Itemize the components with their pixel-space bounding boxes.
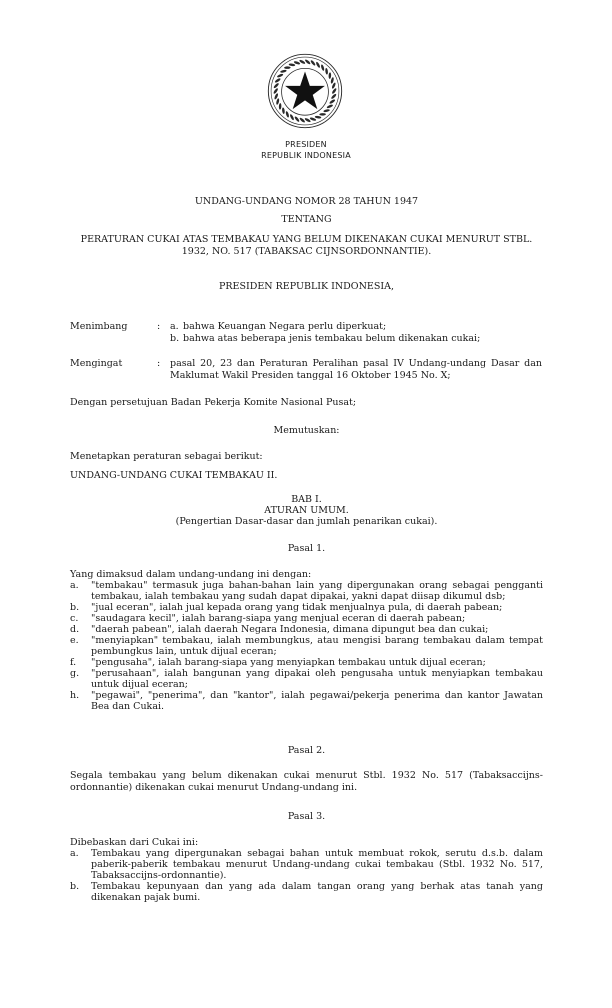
tentang: TENTANG	[281, 214, 332, 225]
list-item: e. "menyiapkan" tembakau, ialah membungkus, atau mengisi barang tembakau dalam tempat pembungkus lain, untuk dijual eceran;	[70, 635, 543, 657]
header-presiden: PRESIDEN	[285, 140, 327, 149]
subject-line-2: 1932, NO. 517 (TABAKSAC CIJNSORDONNANTIE).	[181, 246, 432, 257]
uu-name: UNDANG-UNDANG CUKAI TEMBAKAU II.	[70, 470, 278, 481]
garuda-star-emblem-icon	[266, 52, 344, 130]
list-item: a. Tembakau yang dipergunakan sebagai bahan untuk membuat rokok, serutu d.s.b. dalam paberik-paberik tembakau menurut Undang-undang cukai tembakau (Stbl. 1932 No. 517, Tabaksaccijns-ordonnantie).	[70, 848, 543, 881]
wreath-leaf	[294, 116, 300, 123]
wreath-leaf	[310, 60, 316, 67]
menimbang-label: Menimbang	[70, 321, 128, 332]
pasal-1-intro: Yang dimaksud dalam undang-undang ini dengan:	[70, 569, 312, 580]
memutuskan: Memutuskan:	[273, 425, 340, 436]
list-item: b. Tembakau kepunyaan dan yang ada dalam tangan orang yang berhak atas tanah yang dikenakan pajak bumi.	[70, 881, 543, 903]
list-item: d. "daerah pabean", ialah daerah Negara Indonesia, dimana dipungut bea dan cukai;	[70, 624, 489, 635]
list-item: c. "saudagara kecil", ialah barang-siapa yang menjual eceran di daerah pabean;	[70, 613, 466, 624]
pasal-3-body	[70, 837, 543, 903]
menimbang-list	[170, 321, 542, 344]
mengingat-colon: :	[157, 358, 161, 369]
wreath-leaf	[282, 107, 285, 114]
wreath-leaf	[326, 104, 333, 109]
president-heading: PRESIDEN REPUBLIK INDONESIA,	[219, 281, 394, 292]
wreath-leaf	[320, 64, 324, 71]
wreath-leaf	[319, 113, 326, 116]
mengingat-label: Mengingat	[70, 358, 123, 369]
pasal-3-heading: Pasal 3.	[287, 811, 326, 822]
wreath-leaf	[273, 82, 279, 88]
wreath-leaf	[315, 61, 320, 68]
subject-line-1: PERATURAN CUKAI ATAS TEMBAKAU YANG BELUM DIKENAKAN CUKAI MENURUT STBL.	[80, 234, 533, 245]
list-item: h. "pegawai", "penerima", dan "kantor", ialah pegawai/pekerja penerima dan kantor Jawatan Bea dan Cukai.	[70, 690, 543, 712]
list-item: f. "pengusaha", ialah barang-siapa yang menyiapkan tembakau untuk dijual eceran;	[70, 657, 486, 668]
wreath-leaf	[329, 99, 336, 105]
pasal-1-heading: Pasal 1.	[287, 543, 326, 554]
wreath-leaf	[323, 109, 330, 113]
menimbang-item: b. bahwa atas beberapa jenis tembakau belum dikenakan cukai;	[170, 332, 481, 344]
wreath-leaf	[276, 98, 280, 105]
pasal-1-body	[70, 569, 543, 712]
wreath-leaf	[325, 68, 328, 75]
bab-subtitle: (Pengertian Dasar-dasar dan jumlah penarikan cukai).	[175, 516, 438, 527]
bab-title: ATURAN UMUM.	[264, 505, 349, 516]
wreath-leaf	[304, 59, 311, 65]
wreath-leaf	[279, 103, 282, 110]
wreath-leaf	[289, 63, 296, 66]
mengingat-text: pasal 20, 23 dan Peraturan Peralihan pasal IV Undang-undang Dasar dan Maklumat Wakil Presiden tanggal 16 Oktober 1945 No. X;	[170, 358, 542, 381]
wreath-leaf	[289, 114, 294, 121]
list-item: b. "jual eceran", ialah jual kepada orang yang tidak menjualnya pula, di daerah pabean;	[70, 602, 503, 613]
wreath-leaf	[331, 88, 337, 95]
menimbang-item: a. bahwa Keuangan Negara perlu diperkuat;	[170, 321, 387, 332]
list-item: a. "tembakau" termasuk juga bahan-bahan lain yang dipergunakan orang sebagai pengganti tembakau, ialah tembakau yang sudah dapat dipakai, yakni dapat diisap dikumul dsb;	[70, 580, 543, 602]
persetujuan: Dengan persetujuan Badan Pekerja Komite Nasional Pusat;	[70, 397, 357, 408]
wreath-leaf	[273, 88, 279, 95]
header-republik: REPUBLIK INDONESIA	[261, 151, 351, 160]
wreath-leaf	[284, 66, 291, 69]
wreath-leaf	[331, 93, 337, 99]
wreath-leaf	[328, 72, 331, 79]
wreath-leaf	[277, 73, 284, 78]
menimbang-colon: :	[157, 321, 161, 332]
pasal-2-heading: Pasal 2.	[287, 745, 326, 756]
pasal-3-intro: Dibebaskan dari Cukai ini:	[70, 837, 199, 848]
wreath-leaf	[315, 115, 322, 118]
bab-number: BAB I.	[291, 494, 322, 505]
list-item: g. "perusahaan", ialah bangunan yang dipakai oleh pengusaha untuk menyiapkan tembakau untuk dijual eceran;	[70, 668, 543, 690]
wreath-leaf	[274, 78, 281, 84]
law-title: UNDANG-UNDANG NOMOR 28 TAHUN 1947	[194, 196, 419, 207]
wreath-leaf	[285, 111, 289, 118]
wreath-leaf	[280, 69, 287, 73]
menetapkan: Menetapkan peraturan sebagai berikut:	[70, 451, 263, 462]
wreath-leaf	[330, 77, 334, 84]
wreath-leaf	[299, 117, 306, 123]
pasal-2-text: Segala tembakau yang belum dikenakan cukai menurut Stbl. 1932 No. 517 (Tabaksaccijns-ordonnantie) dikenakan cukai menurut Undang-undang ini.	[70, 770, 543, 793]
